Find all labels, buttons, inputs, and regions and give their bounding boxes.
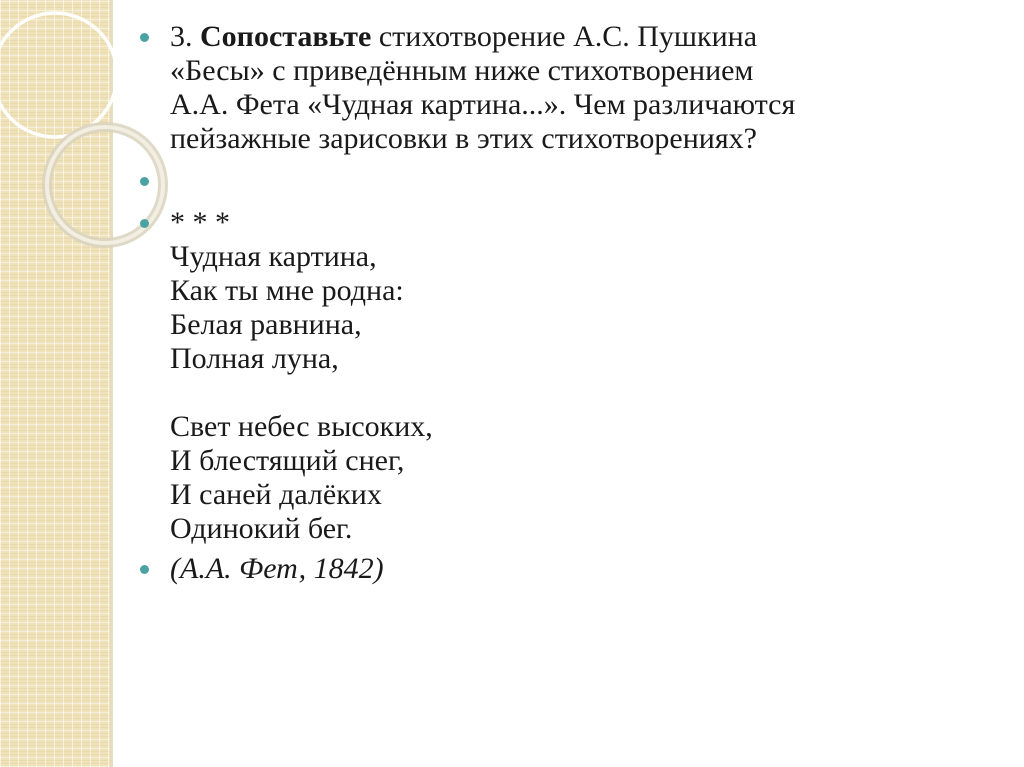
question-item (140, 20, 1000, 156)
bullet-dot-icon (140, 219, 149, 228)
poem-line: И саней далёких (170, 478, 382, 511)
poem-line: Как ты мне родна: (170, 274, 404, 307)
poem-asterisks: * * * (170, 206, 230, 239)
poem-line: Белая равнина, (170, 308, 362, 341)
empty-list-item (140, 164, 1000, 198)
poem-item (140, 206, 1000, 546)
poem-line: И блестящий снег, (170, 444, 405, 477)
question-line3: А.А. Фета «Чудная картина...». Чем различаются (170, 88, 796, 121)
question-line1-rest: стихотворение А.С. Пушкина (378, 20, 758, 53)
question-number: 3. (170, 20, 193, 53)
poem-line: Одинокий бег. (170, 512, 353, 545)
stanza-gap (170, 376, 1000, 410)
poem-line: Полная луна, (170, 342, 339, 375)
question-line4: пейзажные зарисовки в этих стихотворениях? (170, 122, 757, 155)
citation-text: (А.А. Фет, 1842) (170, 552, 384, 585)
question-line2: «Бесы» с приведённым ниже стихотворением (170, 54, 754, 87)
bullet-dot-icon (140, 177, 149, 186)
citation-item (140, 552, 1000, 586)
poem-line: Чудная картина, (170, 240, 377, 273)
question-bold-word: Сопоставьте (200, 20, 372, 53)
bullet-dot-icon (140, 33, 149, 42)
slide-content (140, 20, 1000, 586)
poem-line: Свет небес высоких, (170, 410, 433, 443)
bullet-dot-icon (140, 565, 149, 574)
ring-top (0, 13, 117, 137)
